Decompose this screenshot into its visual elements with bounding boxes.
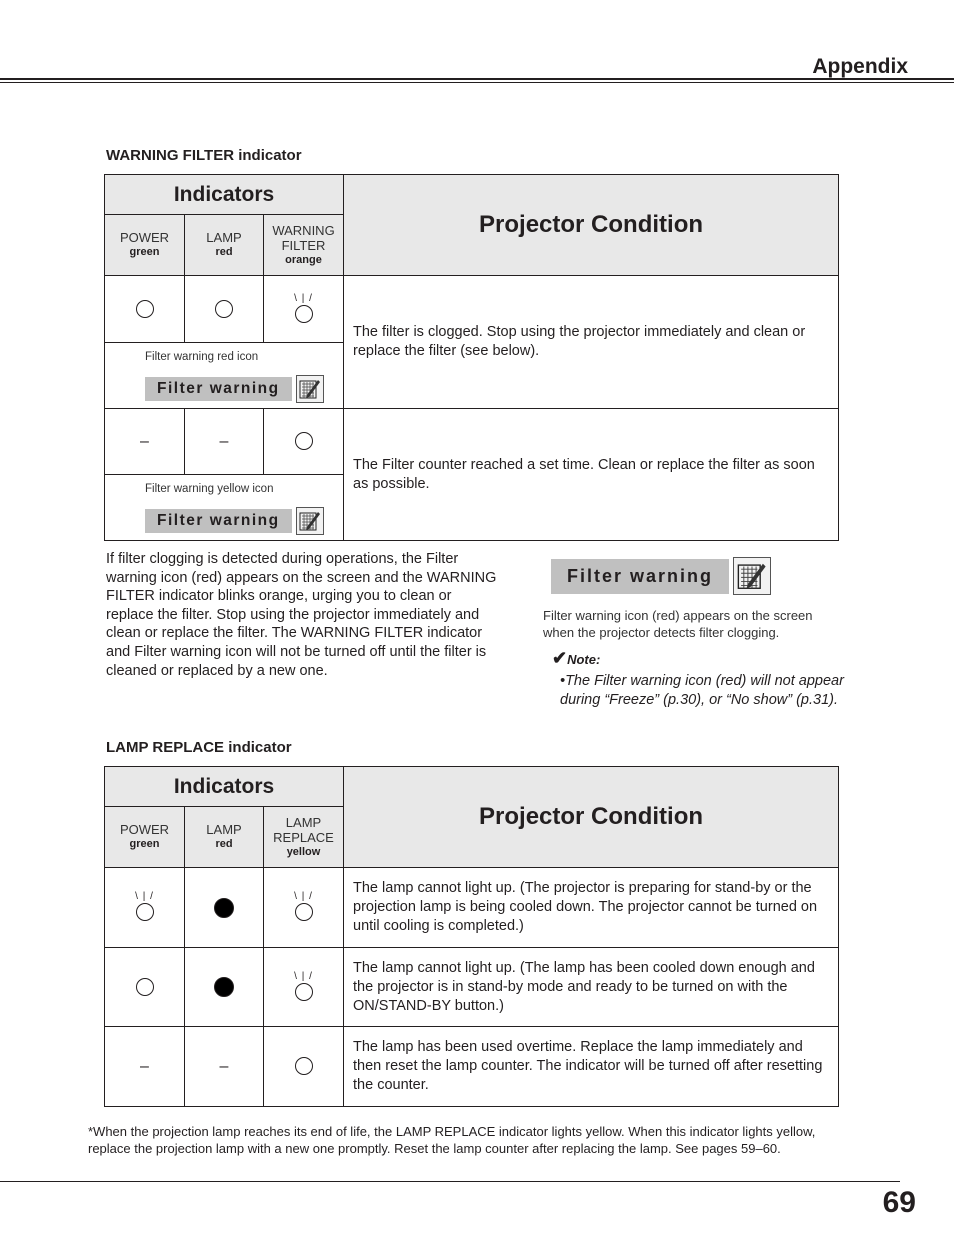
blinking-circle-icon: \ | / bbox=[295, 893, 313, 921]
indicators-title: Indicators bbox=[105, 175, 344, 215]
lamp-replace-indicator bbox=[264, 1027, 344, 1107]
empty-circle-icon bbox=[136, 300, 154, 318]
condition-text: The Filter counter reached a set time. Clean or replace the filter as soon as possible. bbox=[344, 409, 839, 541]
icon-label: Filter warning yellow icon bbox=[145, 483, 274, 495]
power-indicator bbox=[105, 948, 185, 1027]
blinking-circle-icon: \ | / bbox=[295, 295, 313, 323]
filled-circle-icon bbox=[214, 898, 234, 918]
lamp-indicator bbox=[185, 276, 264, 343]
blinking-circle-icon: \ | / bbox=[295, 973, 313, 1001]
col-lamp: LAMP red bbox=[185, 215, 264, 276]
page-number: 69 bbox=[882, 1186, 916, 1219]
check-icon: ✔ bbox=[552, 648, 568, 668]
condition-text: The lamp cannot light up. (The lamp has been cooled down enough and the projector is in stand-by mode and ready to be turned on with the ON/STAND-BY button.) bbox=[344, 948, 839, 1027]
lamp-indicator bbox=[185, 948, 264, 1027]
warning-filter-indicator bbox=[264, 409, 344, 475]
empty-circle-icon bbox=[295, 432, 313, 450]
filter-warning-banner bbox=[145, 375, 343, 403]
filled-circle-icon bbox=[214, 977, 234, 997]
filter-warning-icon bbox=[296, 507, 324, 535]
filter-warning-text: Filter warning bbox=[145, 509, 292, 533]
lamp-section-title: LAMP REPLACE indicator bbox=[106, 739, 292, 756]
footnote: *When the projection lamp reaches its end of life, the LAMP REPLACE indicator lights yellow. When this indicator lights yellow, replace the projection lamp with a new one promptly. Reset the lamp counter after replacing the lamp. See pages 59–60. bbox=[88, 1124, 816, 1156]
projector-condition-title: Projector Condition bbox=[344, 767, 839, 868]
condition-text: The lamp cannot light up. (The projector is preparing for stand-by or the projection lamp is being cooled down. The projector cannot be turned on until cooling is completed.) bbox=[344, 868, 839, 948]
condition-text: The filter is clogged. Stop using the projector immediately and clean or replace the filter (see below). bbox=[344, 276, 839, 409]
projector-condition-title: Projector Condition bbox=[344, 175, 839, 276]
filter-warning-icon bbox=[296, 375, 324, 403]
empty-circle-icon bbox=[136, 978, 154, 996]
filter-warning-banner-large bbox=[551, 557, 771, 595]
header-rule-thin bbox=[0, 82, 954, 83]
filter-icon-caption: Filter warning icon (red) appears on the screen when the projector detects filter clogging. bbox=[543, 608, 813, 640]
warning-filter-indicator bbox=[264, 276, 344, 343]
header-rule bbox=[0, 78, 954, 80]
col-warning-filter: WARNING FILTER orange bbox=[264, 215, 344, 276]
filter-indicator-table bbox=[104, 174, 839, 541]
section-header: Appendix bbox=[812, 55, 908, 78]
filter-warning-banner bbox=[145, 507, 343, 535]
condition-text: The lamp has been used overtime. Replace the lamp immediately and then reset the lamp counter. The indicator will be turned off after resetting the counter. bbox=[344, 1027, 839, 1107]
lamp-replace-indicator bbox=[264, 948, 344, 1027]
blinking-circle-icon: \ | / bbox=[136, 893, 154, 921]
filter-icon-cell bbox=[105, 475, 344, 541]
power-indicator bbox=[105, 276, 185, 343]
lamp-indicator bbox=[185, 868, 264, 948]
filter-section-title: WARNING FILTER indicator bbox=[106, 147, 302, 164]
col-power: POWER green bbox=[105, 215, 185, 276]
note-heading: ✔Note: bbox=[552, 648, 601, 668]
power-indicator bbox=[105, 868, 185, 948]
lamp-indicator: – bbox=[185, 1027, 264, 1107]
power-indicator: – bbox=[105, 409, 185, 475]
filter-warning-text: Filter warning bbox=[551, 559, 729, 594]
col-lamp: LAMP red bbox=[185, 807, 264, 868]
lamp-indicator: – bbox=[185, 409, 264, 475]
lamp-replace-indicator bbox=[264, 868, 344, 948]
filter-warning-text: Filter warning bbox=[145, 377, 292, 401]
power-indicator: – bbox=[105, 1027, 185, 1107]
empty-circle-icon bbox=[295, 1057, 313, 1075]
empty-circle-icon bbox=[215, 300, 233, 318]
footer-rule bbox=[0, 1181, 900, 1182]
icon-label: Filter warning red icon bbox=[145, 351, 259, 363]
note-text: •The Filter warning icon (red) will not appear during “Freeze” (p.30), or “No show” (p.31). bbox=[560, 673, 844, 708]
indicators-title: Indicators bbox=[105, 767, 344, 807]
filter-warning-icon bbox=[733, 557, 771, 595]
lamp-indicator-table bbox=[104, 766, 839, 1107]
filter-paragraph: If filter clogging is detected during operations, the Filter warning icon (red) appears on the screen and the WARNING FILTER indicator blinks orange, urging you to clean or replace the filter. Stop using the projector immediately and clean or replace the filter. The WARNING FILTER indicator and Filter warning icon will not be turned off until the filter is cleaned or replaced by a new one. bbox=[106, 551, 497, 679]
col-power: POWER green bbox=[105, 807, 185, 868]
filter-icon-cell bbox=[105, 343, 344, 409]
col-lamp-replace: LAMP REPLACE yellow bbox=[264, 807, 344, 868]
